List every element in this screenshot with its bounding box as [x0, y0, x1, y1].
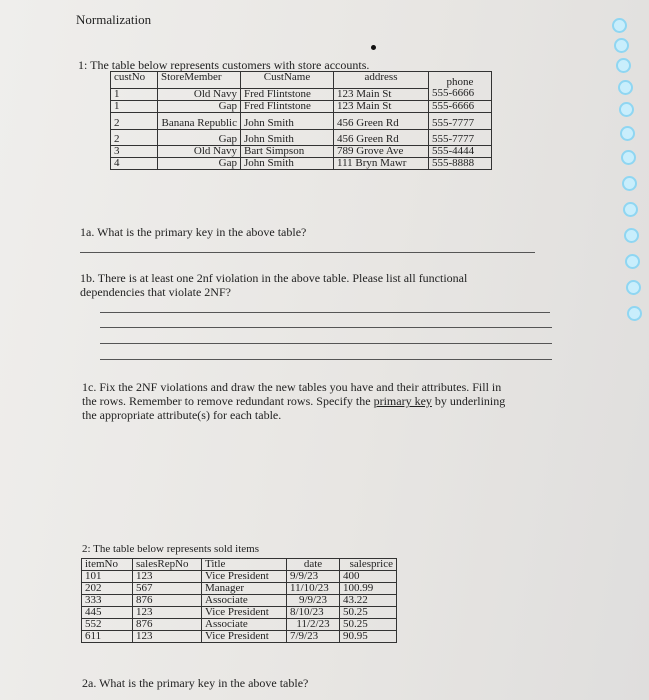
table-row: [111, 112, 492, 129]
primary-key-underlined: primary key: [373, 394, 432, 408]
binder-hole: [624, 228, 639, 243]
q1c-text-part: by underlining: [431, 394, 506, 408]
table-row: [111, 157, 492, 169]
cell-date: 9/9/23: [287, 571, 340, 583]
binder-hole: [625, 254, 640, 269]
cell-custno: 1: [111, 100, 158, 112]
cell-phone: 555-6666: [429, 88, 492, 100]
header-date: date: [287, 559, 340, 571]
header-custno: custNo: [111, 72, 158, 89]
header-title: Title: [202, 559, 287, 571]
cell-salesrepno: 567: [133, 583, 202, 595]
cell-custno: 2: [111, 112, 158, 129]
table-row: [111, 129, 492, 145]
cell-title: Associate: [202, 619, 287, 631]
cell-custname: Bart Simpson: [241, 145, 334, 157]
cell-title: Associate: [202, 595, 287, 607]
cell-salesrepno: 876: [133, 619, 202, 631]
table-row: [82, 619, 397, 631]
header-phone: phone: [429, 72, 492, 89]
binder-hole: [614, 38, 629, 53]
binder-hole: [620, 126, 635, 141]
cell-itemno: 101: [82, 571, 133, 583]
table-row: [111, 100, 492, 112]
cell-address: 456 Green Rd: [334, 129, 429, 145]
q1-intro: 1: The table below represents customers with store accounts.: [78, 58, 370, 72]
customers-table: [110, 71, 492, 170]
answer-line: [100, 312, 550, 313]
cell-address: 111 Bryn Mawr: [334, 157, 429, 169]
sold-items-table: [81, 558, 397, 643]
cell-salesprice: 90.95: [340, 631, 397, 643]
cell-custname: Fred Flintstone: [241, 88, 334, 100]
cell-salesrepno: 876: [133, 595, 202, 607]
cell-custno: 2: [111, 129, 158, 145]
cell-phone: 555-6666: [429, 100, 492, 112]
cell-storemember: Gap: [158, 129, 241, 145]
table-row: [82, 607, 397, 619]
q1a-text: 1a. What is the primary key in the above table?: [80, 225, 307, 239]
table-row: [111, 88, 492, 100]
cell-salesrepno: 123: [133, 607, 202, 619]
q2-intro: 2: The table below represents sold items: [82, 543, 259, 555]
cell-phone: 555-8888: [429, 157, 492, 169]
ink-dot: [371, 45, 376, 50]
cell-address: 789 Grove Ave: [334, 145, 429, 157]
cell-storemember: Old Navy: [158, 145, 241, 157]
cell-phone: 555-4444: [429, 145, 492, 157]
table-header-row: [111, 72, 492, 89]
binder-hole: [621, 150, 636, 165]
cell-address: 123 Main St: [334, 100, 429, 112]
header-itemno: itemNo: [82, 559, 133, 571]
q1c-text-line2: [82, 394, 505, 408]
table-row: [82, 595, 397, 607]
q1b-text-line1: 1b. There is at least one 2nf violation in the above table. Please list all functional: [80, 271, 468, 285]
cell-storemember: Old Navy: [158, 88, 241, 100]
cell-storemember: Banana Republic: [158, 112, 241, 129]
cell-title: Manager: [202, 583, 287, 595]
q1c-text-line1: 1c. Fix the 2NF violations and draw the new tables you have and their attributes. Fill in: [82, 380, 502, 394]
header-custname: CustName: [241, 72, 334, 89]
cell-phone: 555-7777: [429, 129, 492, 145]
cell-custno: 4: [111, 157, 158, 169]
q1b-text-line2: dependencies that violate 2NF?: [80, 285, 231, 299]
cell-date: 11/2/23: [287, 619, 340, 631]
answer-line: [80, 252, 535, 253]
header-storemember: StoreMember: [158, 72, 241, 89]
q1c-text-part: the rows. Remember to remove redundant rows. Specify the: [82, 394, 374, 408]
q2a-text: 2a. What is the primary key in the above table?: [82, 676, 309, 690]
cell-salesprice: 100.99: [340, 583, 397, 595]
cell-custno: 1: [111, 88, 158, 100]
binder-hole: [616, 58, 631, 73]
table-row: [82, 631, 397, 643]
binder-hole: [622, 176, 637, 191]
binder-hole: [612, 18, 627, 33]
cell-title: Vice President: [202, 571, 287, 583]
binder-hole: [619, 102, 634, 117]
binder-hole: [627, 306, 642, 321]
cell-salesprice: 50.25: [340, 607, 397, 619]
cell-storemember: Gap: [158, 100, 241, 112]
cell-custname: John Smith: [241, 157, 334, 169]
cell-salesprice: 50.25: [340, 619, 397, 631]
binder-holes: [596, 0, 649, 700]
answer-line: [100, 343, 552, 344]
table-row: [82, 583, 397, 595]
cell-salesrepno: 123: [133, 571, 202, 583]
cell-custname: John Smith: [241, 112, 334, 129]
table-header-row: [82, 559, 397, 571]
cell-salesprice: 400: [340, 571, 397, 583]
q1c-text-line3: the appropriate attribute(s) for each table.: [82, 408, 282, 422]
cell-date: 7/9/23: [287, 631, 340, 643]
header-address: address: [334, 72, 429, 89]
cell-title: Vice President: [202, 631, 287, 643]
cell-salesrepno: 123: [133, 631, 202, 643]
cell-custname: Fred Flintstone: [241, 100, 334, 112]
cell-title: Vice President: [202, 607, 287, 619]
cell-itemno: 552: [82, 619, 133, 631]
cell-custname: John Smith: [241, 129, 334, 145]
binder-hole: [626, 280, 641, 295]
cell-custno: 3: [111, 145, 158, 157]
header-salesrepno: salesRepNo: [133, 559, 202, 571]
cell-date: 9/9/23: [287, 595, 340, 607]
answer-line: [100, 327, 552, 328]
cell-phone: 555-7777: [429, 112, 492, 129]
answer-line: [100, 359, 552, 360]
cell-itemno: 611: [82, 631, 133, 643]
binder-hole: [618, 80, 633, 95]
binder-hole: [623, 202, 638, 217]
cell-date: 11/10/23: [287, 583, 340, 595]
page-title: Normalization: [76, 12, 152, 27]
table-row: [82, 571, 397, 583]
cell-storemember: Gap: [158, 157, 241, 169]
cell-itemno: 445: [82, 607, 133, 619]
cell-address: 456 Green Rd: [334, 112, 429, 129]
cell-salesprice: 43.22: [340, 595, 397, 607]
cell-itemno: 202: [82, 583, 133, 595]
cell-date: 8/10/23: [287, 607, 340, 619]
table-row: [111, 145, 492, 157]
header-salesprice: salesprice: [340, 559, 397, 571]
cell-address: 123 Main St: [334, 88, 429, 100]
cell-itemno: 333: [82, 595, 133, 607]
